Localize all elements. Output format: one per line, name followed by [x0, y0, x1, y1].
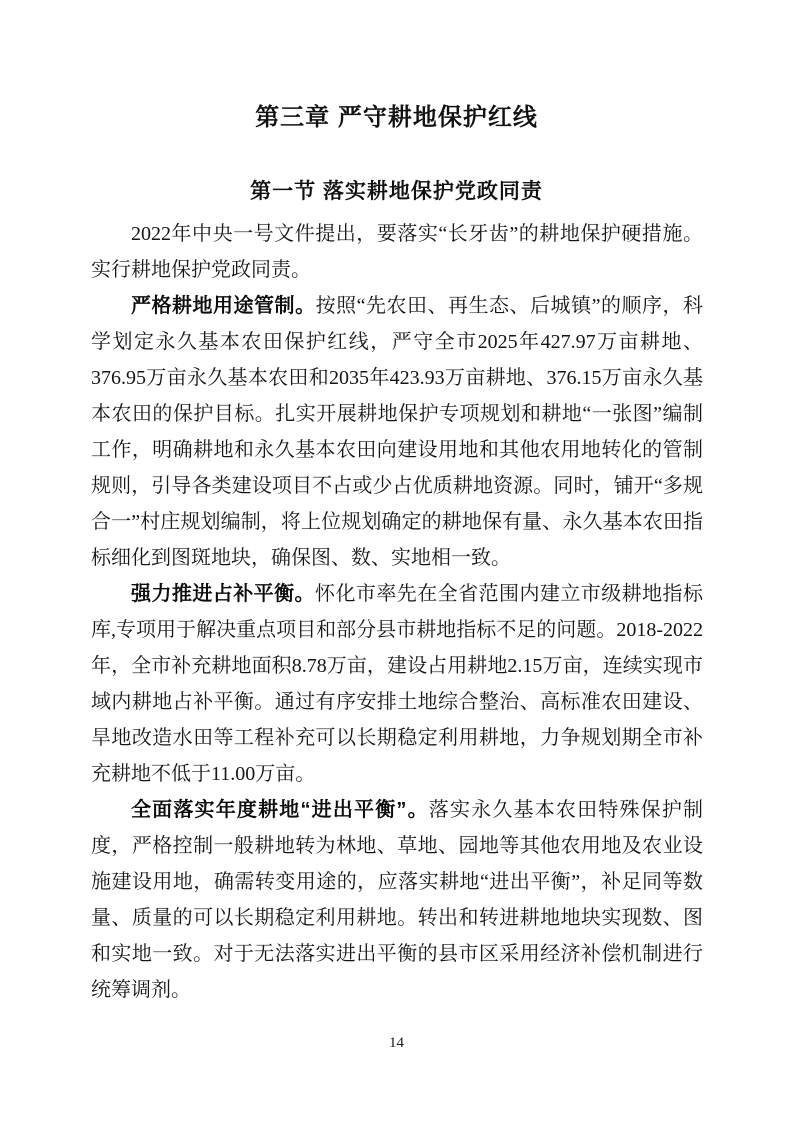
paragraph: [91, 288, 703, 576]
paragraph-lead: 强力推进占补平衡。: [131, 583, 315, 605]
paragraph: [91, 576, 703, 792]
paragraph-text: 怀化市率先在全省范围内建立市级耕地指标库,专项用于解决重点项目和部分县市耕地指标不足的问题。2018-2022年，全市补充耕地面积8.78万亩，建设占用耕地2.15万亩，连续实现市域内耕地占补平衡。通过有序安排土地综合整治、高标准农田建设、旱地改造水田等工程补充可以长期稳定利用耕地，力争规划期全市补充耕地不低于11.00万亩。: [91, 583, 703, 785]
page-number: 14: [389, 1035, 404, 1051]
paragraph-text: 落实永久基本农田特殊保护制度，严格控制一般耕地转为林地、草地、园地等其他农用地及农业设施建设用地，确需转变用途的，应落实耕地“进出平衡”，补足同等数量、质量的可以长期稳定利用耕地。转出和转进耕地地块实现数、图和实地一致。对于无法落实进出平衡的县市区采用经济补偿机制进行统筹调剂。: [91, 799, 704, 1001]
paragraph: [91, 216, 703, 288]
paragraph-text: 2022年中央一号文件提出，要落实“长牙齿”的耕地保护硬措施。实行耕地保护党政同责。: [91, 223, 703, 281]
body-text: [0, 216, 793, 1008]
section-title: 第一节 落实耕地保护党政同责: [250, 180, 543, 203]
chapter-title: 第三章 严守耕地保护红线: [255, 104, 538, 131]
paragraph-lead: 严格耕地用途管制。: [131, 295, 316, 317]
paragraph-lead: 全面落实年度耕地“进出平衡”。: [131, 799, 429, 821]
paragraph-text: 按照“先农田、再生态、后城镇”的顺序，科学划定永久基本农田保护红线，严守全市2025年427.97万亩耕地、376.95万亩永久基本农田和2035年423.93万亩耕地、376.15万亩永久基本农田的保护目标。扎实开展耕地保护专项规划和耕地“一张图”编制工作，明确耕地和永久基本农田向建设用地和其他农用地转化的管制规则，引导各类建设项目不占或少占优质耕地资源。同时，铺开“多规合一”村庄规划编制，将上位规划确定的耕地保有量、永久基本农田指标细化到图斑地块，确保图、数、实地相一致。: [91, 295, 703, 569]
paragraph: [91, 792, 703, 1008]
